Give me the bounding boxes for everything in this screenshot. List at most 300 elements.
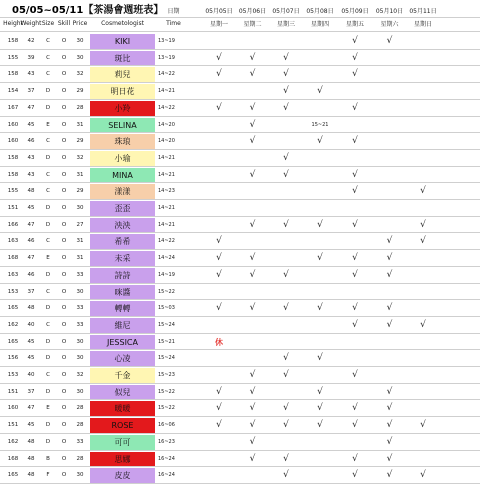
cosmetologist-name: MINA [90,168,155,183]
shift-cell [373,284,406,300]
skill-cell: O [61,472,67,478]
shift-cell [202,317,236,333]
skill-cell: O [61,105,67,111]
skill-cell: O [61,138,67,144]
weekday-header: 星期四 [310,21,329,28]
shift-cell [337,233,373,249]
time-cell: 15~24 [158,322,175,328]
shift-check: √ [216,303,222,313]
shift-cell [269,133,303,149]
height-cell: 160 [7,138,19,144]
size-cell: C [46,55,50,61]
time-cell: 16~24 [158,472,175,478]
time-cell: 14~22 [158,238,175,244]
height-cell: 155 [7,55,19,61]
shift-check: √ [283,353,289,363]
cosmetologist-name: SELINA [90,118,155,133]
date-label: 日期 [167,7,180,15]
skill-cell: O [61,405,67,411]
cosmetologist-name: 明日花 [90,84,155,99]
shift-cell [202,167,236,183]
skill-cell: O [61,272,67,278]
size-cell: F [46,472,50,478]
shift-cell [202,83,236,99]
price-cell: 33 [76,272,84,278]
shift-cell [406,384,440,400]
shift-cell [236,350,269,366]
height-cell: 168 [7,456,19,462]
shift-check: √ [283,470,289,480]
size-cell: C [46,289,50,295]
size-cell: D [45,155,51,161]
weight-cell: 43 [27,71,35,77]
price-cell: 31 [76,255,84,261]
shift-check: √ [386,437,393,447]
weight-cell: 47 [27,105,35,111]
shift-cell [269,200,303,216]
shift-cell [337,150,373,166]
shift-check: √ [283,270,289,280]
shift-check: √ [283,153,289,163]
size-header: Size [41,20,55,27]
shift-cell [303,33,337,49]
price-cell: 29 [76,138,84,144]
cosmetologist-name: 希希 [90,234,155,249]
weight-cell: 37 [27,289,35,295]
shift-rest: 休 [215,337,223,347]
shift-cell [202,434,236,450]
shift-check: √ [386,303,393,313]
shift-cell [406,83,440,99]
shift-check: √ [283,86,289,96]
price-cell: 30 [76,38,84,44]
height-cell: 160 [7,122,19,128]
title-date-range: 05/05~05/11 [12,5,84,16]
shift-check: √ [352,53,358,63]
shift-check: √ [352,320,358,330]
height-cell: 156 [7,355,19,361]
skill-cell: O [61,71,67,77]
time-cell: 14~21 [158,222,175,228]
time-cell: 14~21 [158,155,175,161]
shift-cell [406,284,440,300]
time-cell: 16~06 [158,422,175,428]
weight-header: Weight [20,20,42,27]
shift-check: √ [249,403,256,413]
shift-cell [236,200,269,216]
shift-check: √ [317,403,323,413]
size-cell: C [46,188,50,194]
shift-cell [337,334,373,350]
shift-check: √ [249,220,256,230]
height-cell: 162 [7,322,19,328]
weight-cell: 45 [27,205,35,211]
cosmetologist-name: 可可 [90,435,155,450]
price-cell: 30 [76,355,84,361]
height-cell: 151 [7,422,19,428]
shift-cell [373,217,406,233]
price-cell: 33 [76,305,84,311]
shift-check: √ [352,270,358,280]
shift-cell [202,200,236,216]
shift-check: √ [216,270,222,280]
shift-check: √ [420,320,426,330]
height-cell: 158 [7,172,19,178]
weight-cell: 47 [27,255,35,261]
weight-cell: 45 [27,122,35,128]
shift-cell [406,66,440,82]
shift-cell [406,33,440,49]
weekday-header: 星期日 [413,21,432,28]
price-cell: 29 [76,88,84,94]
time-cell: 14~22 [158,71,175,77]
time-cell: 14~23 [158,188,175,194]
shift-cell [303,334,337,350]
weekday-header: 星期三 [276,21,295,28]
price-cell: 33 [76,322,84,328]
shift-cell [269,284,303,300]
shift-cell [269,33,303,49]
price-cell: 32 [76,155,84,161]
price-cell: 28 [76,456,84,462]
shift-cell [303,267,337,283]
shift-cell [303,66,337,82]
shift-cell [202,367,236,383]
shift-check: √ [283,53,289,63]
time-cell: 15~03 [158,305,175,311]
shift-check: √ [352,253,358,263]
shift-check: √ [352,69,358,79]
shift-check: √ [386,420,393,430]
shift-check: √ [352,470,358,480]
skill-cell: O [61,339,67,345]
cosmetologist-header: Cosmetologist [101,20,144,27]
date-header: 05月05日 [205,7,233,15]
weight-cell: 48 [27,472,35,478]
size-cell: C [46,372,50,378]
shift-cell [236,83,269,99]
date-header: 05月10日 [375,7,404,15]
shift-cell [202,451,236,467]
time-cell: 15~22 [158,389,175,395]
size-cell: E [46,405,50,411]
shift-check: √ [386,454,393,464]
shift-check: √ [352,103,358,113]
size-cell: D [45,222,51,228]
shift-check: √ [386,253,393,263]
skill-cell: O [61,355,67,361]
shift-check: √ [249,136,256,146]
skill-header: Skill [57,20,71,27]
shift-cell [202,133,236,149]
shift-cell [269,117,303,133]
shift-check: √ [420,470,426,480]
shift-cell [303,100,337,116]
shift-check: √ [249,420,256,430]
size-cell: C [46,322,50,328]
time-cell: 14~21 [158,172,175,178]
shift-cell [236,284,269,300]
cosmetologist-name: 千金 [90,368,155,383]
shift-check: √ [216,53,222,63]
cosmetologist-name: 莉兒 [90,67,155,82]
shift-check: √ [283,370,289,380]
skill-cell: O [61,439,67,445]
weight-cell: 45 [27,339,35,345]
time-header: Time [166,20,181,27]
size-cell: D [45,305,51,311]
height-cell: 165 [7,472,19,478]
shift-cell [202,117,236,133]
skill-cell: O [61,238,67,244]
weekday-header: 星期一 [209,21,228,28]
cosmetologist-name: 小瑜 [90,151,155,166]
shift-check: √ [420,236,426,246]
shift-check: √ [352,186,358,196]
shift-check: √ [352,220,358,230]
shift-cell [373,200,406,216]
shift-check: √ [386,387,393,397]
shift-check: √ [249,53,256,63]
shift-cell [202,183,236,199]
shift-cell [373,83,406,99]
weight-cell: 48 [27,305,35,311]
size-cell: C [46,71,50,77]
time-cell: 16~23 [158,439,175,445]
shift-cell [303,451,337,467]
shift-cell [337,117,373,133]
shift-check: √ [317,303,323,313]
size-cell: D [45,205,51,211]
shift-cell [337,200,373,216]
weight-cell: 47 [27,222,35,228]
shift-cell [406,434,440,450]
shift-check: √ [386,320,393,330]
shift-cell [236,467,269,483]
shift-cell [337,350,373,366]
cosmetologist-name: 泱泱 [90,218,155,233]
shift-cell [406,350,440,366]
shift-cell [202,217,236,233]
shift-cell [303,167,337,183]
price-cell: 30 [76,339,84,345]
skill-cell: O [61,55,67,61]
shift-cell [406,451,440,467]
shift-cell [406,150,440,166]
price-cell: 28 [76,105,84,111]
cosmetologist-name: 詩詩 [90,268,155,283]
height-cell: 163 [7,272,19,278]
weight-cell: 39 [27,55,35,61]
shift-cell [373,183,406,199]
shift-check: √ [317,253,323,263]
weight-cell: 42 [27,38,35,44]
shift-cell [303,317,337,333]
price-cell: 30 [76,205,84,211]
price-cell: 28 [76,422,84,428]
skill-cell: O [61,255,67,261]
date-header: 05月11日 [409,7,437,15]
cosmetologist-name: 漾漾 [90,184,155,199]
price-cell: 30 [76,55,84,61]
height-cell: 158 [7,38,19,44]
size-cell: D [45,88,51,94]
title-label: 【茶湯會週班表】 [83,5,164,16]
shift-check: √ [249,437,256,447]
shift-cell [303,467,337,483]
height-cell: 165 [7,305,19,311]
shift-cell [406,334,440,350]
date-header: 05月09日 [341,7,369,15]
shift-check: √ [352,36,358,46]
shift-cell [337,384,373,400]
weight-cell: 43 [27,155,35,161]
height-cell: 163 [7,238,19,244]
row-divider [0,31,480,32]
height-cell: 151 [7,205,19,211]
weight-cell: 40 [27,322,35,328]
shift-cell [373,50,406,66]
shift-cell [373,150,406,166]
shift-check: √ [283,69,289,79]
shift-check: √ [216,253,222,263]
date-header: 05月06日 [238,7,267,15]
skill-cell: O [61,372,67,378]
shift-check: √ [352,170,358,180]
shift-check: √ [249,103,256,113]
size-cell: D [45,105,51,111]
shift-cell [303,50,337,66]
size-cell: C [46,238,50,244]
shift-cell [406,367,440,383]
shift-check: √ [386,403,393,413]
shift-check: √ [216,387,222,397]
shift-check: √ [216,103,222,113]
shift-check: √ [249,303,256,313]
weight-cell: 43 [27,172,35,178]
time-cell: 14~20 [158,138,175,144]
shift-cell [373,117,406,133]
weight-cell: 40 [27,372,35,378]
height-cell: 158 [7,155,19,161]
size-cell: D [45,422,51,428]
shift-check: √ [317,86,323,96]
shift-cell [269,250,303,266]
cosmetologist-name: JESSICA [90,335,155,350]
shift-check: √ [283,303,289,313]
shift-check: √ [317,387,323,397]
time-cell: 14~21 [158,88,175,94]
shift-check: √ [249,170,256,180]
cosmetologist-name: ROSE [90,418,155,433]
shift-check: √ [216,403,222,413]
height-header: Height [3,20,23,27]
shift-cell [303,367,337,383]
price-cell: 32 [76,71,84,77]
price-cell: 32 [76,372,84,378]
shift-check: √ [249,120,256,130]
shift-check: √ [386,270,393,280]
cosmetologist-name: 斑比 [90,51,155,66]
time-cell: 14~20 [158,122,175,128]
shift-cell [406,400,440,416]
cosmetologist-name: 小羚 [90,101,155,116]
shift-cell [269,183,303,199]
shift-cell [303,150,337,166]
shift-check: √ [249,69,256,79]
schedule-title [12,1,163,16]
cosmetologist-name: 歪歪 [90,201,155,216]
time-cell: 13~19 [158,55,175,61]
weight-cell: 46 [27,272,35,278]
shift-check: √ [352,370,358,380]
shift-check: √ [216,420,222,430]
time-cell: 15~23 [158,372,175,378]
shift-check: √ [283,403,289,413]
height-cell: 162 [7,439,19,445]
shift-cell [373,350,406,366]
shift-cell [337,284,373,300]
shift-check: √ [283,170,289,180]
height-cell: 165 [7,339,19,345]
shift-cell [236,183,269,199]
shift-cell [406,117,440,133]
shift-check: √ [249,370,256,380]
weekday-header: 星期六 [380,21,399,28]
shift-check: √ [317,420,323,430]
cosmetologist-name: 維尼 [90,318,155,333]
size-cell: D [45,389,51,395]
skill-cell: O [61,456,67,462]
shift-cell [373,367,406,383]
price-cell: 31 [76,122,84,128]
cosmetologist-name: 轉轉 [90,301,155,316]
skill-cell: O [61,222,67,228]
cosmetologist-name: 未采 [90,251,155,266]
price-cell: 30 [76,289,84,295]
size-cell: C [46,38,50,44]
shift-check: √ [352,420,358,430]
shift-cell [303,434,337,450]
size-cell: B [46,456,50,462]
size-cell: E [46,255,50,261]
size-cell: D [45,272,51,278]
shift-check: √ [283,420,289,430]
shift-cell [236,317,269,333]
skill-cell: O [61,122,67,128]
cosmetologist-name: 皮皮 [90,468,155,483]
skill-cell: O [61,88,67,94]
height-cell: 168 [7,255,19,261]
price-cell: 33 [76,439,84,445]
weight-cell: 46 [27,138,35,144]
skill-cell: O [61,289,67,295]
shift-check: √ [317,220,323,230]
shift-cell [303,284,337,300]
size-cell: D [45,355,51,361]
price-cell: 31 [76,238,84,244]
shift-check: √ [317,136,323,146]
cosmetologist-name: 似兒 [90,385,155,400]
size-cell: D [45,339,51,345]
price-cell: 31 [76,172,84,178]
time-cell: 15~24 [158,355,175,361]
shift-cell [236,334,269,350]
price-cell: 30 [76,389,84,395]
shift-cell [303,233,337,249]
shift-check: √ [420,186,426,196]
time-cell: 16~24 [158,456,175,462]
